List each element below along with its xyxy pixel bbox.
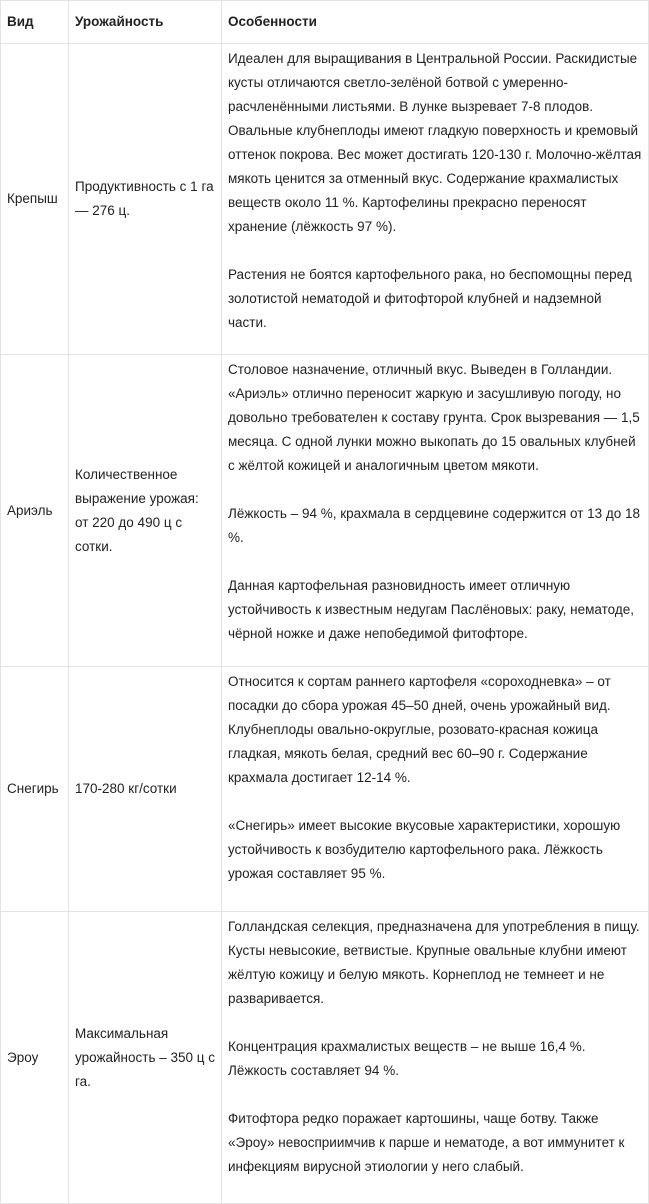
header-variety: Вид (1, 1, 69, 44)
features-cell (222, 912, 649, 1204)
table-row (1, 667, 649, 912)
features-cell (222, 667, 649, 912)
features-paragraph: Относится к сортам раннего картофеля «сороходневка» – от посадки до сбора урожая 45–50 дней, очень урожайный вид. Клубнеплоды овально-округлые, розовато-красная кожица гладкая, мякоть белая, средний вес 60–90 г. Содержание крахмала достигает 12-14 %. (228, 674, 611, 785)
features-paragraph: Данная картофельная разновидность имеет отличную устойчивость к известным недугам Паслёновых: раку, нематоде, чёрной ножке и даже непобедимой фитофторе. (228, 578, 634, 641)
table-row (1, 355, 649, 667)
features-paragraph: Столовое назначение, отличный вкус. Выведен в Голландии. «Ариэль» отлично переносит жаркую и засушливую погоду, но довольно требователен к составу грунта. Срок вызревания — 1,5 месяца. С одной лунки можно выкопать до 15 овальных клубней с жёлтой кожицей и аналогичным цветом мякоти. (228, 362, 640, 473)
yield-cell: Продуктивность с 1 га — 276 ц. (69, 44, 222, 355)
table-row (1, 44, 649, 355)
yield-cell: Максимальная урожайность – 350 ц с га. (69, 912, 222, 1204)
header-features: Особенности (222, 1, 649, 44)
variety-cell: Эроу (1, 912, 69, 1204)
features-paragraph: Лёжкость – 94 %, крахмала в сердцевине содержится от 13 до 18 %. (228, 506, 641, 545)
features-paragraph: Растения не боятся картофельного рака, но беспомощны перед золотистой нематодой и фитофторой клубней и надземной части. (228, 267, 632, 330)
features-paragraph: Идеален для выращивания в Центральной России. Раскидистые кусты отличаются светло-зелёной ботвой с умеренно-расчленёнными листьями. В лунке вызревает 7-8 плодов. Овальные клубнеплоды имеют гладкую поверхность и кремовый оттенок покрова. Вес может достигать 120-130 г. Молочно-жёлтая мякоть ценится за отменный вкус. Содержание крахмалистых веществ около 11 %. Картофелины прекрасно переносят хранение (лёжкость 97 %). (228, 51, 642, 234)
features-paragraph: Голландская селекция, предназначена для употребления в пищу. Кусты невысокие, ветвистые. Крупные овальные клубни имеют жёлтую кожицу и белую мякоть. Корнеплод не темнеет и не разваривается. (228, 919, 640, 1006)
features-paragraph: Фитофтора редко поражает картошины, чаще ботву. Также «Эроу» невосприимчив к парше и нематоде, а вот иммунитет к инфекциям вирусной этиологии у него слабый. (228, 1111, 625, 1174)
variety-cell: Ариэль (1, 355, 69, 667)
variety-cell: Снегирь (1, 667, 69, 912)
header-yield: Урожайность (69, 1, 222, 44)
features-paragraph: Концентрация крахмалистых веществ – не выше 16,4 %. Лёжкость составляет 94 %. (228, 1039, 586, 1078)
table-header-row (1, 1, 649, 44)
yield-cell: 170-280 кг/сотки (69, 667, 222, 912)
features-cell (222, 355, 649, 667)
features-paragraph: «Снегирь» имеет высокие вкусовые характеристики, хорошую устойчивость к возбудителю картофельного рака. Лёжкость урожая составляет 95 %. (228, 818, 621, 881)
yield-cell: Количественное выражение урожая: от 220 до 490 ц с сотки. (69, 355, 222, 667)
features-cell (222, 44, 649, 355)
variety-cell: Крепыш (1, 44, 69, 355)
table-row (1, 912, 649, 1204)
